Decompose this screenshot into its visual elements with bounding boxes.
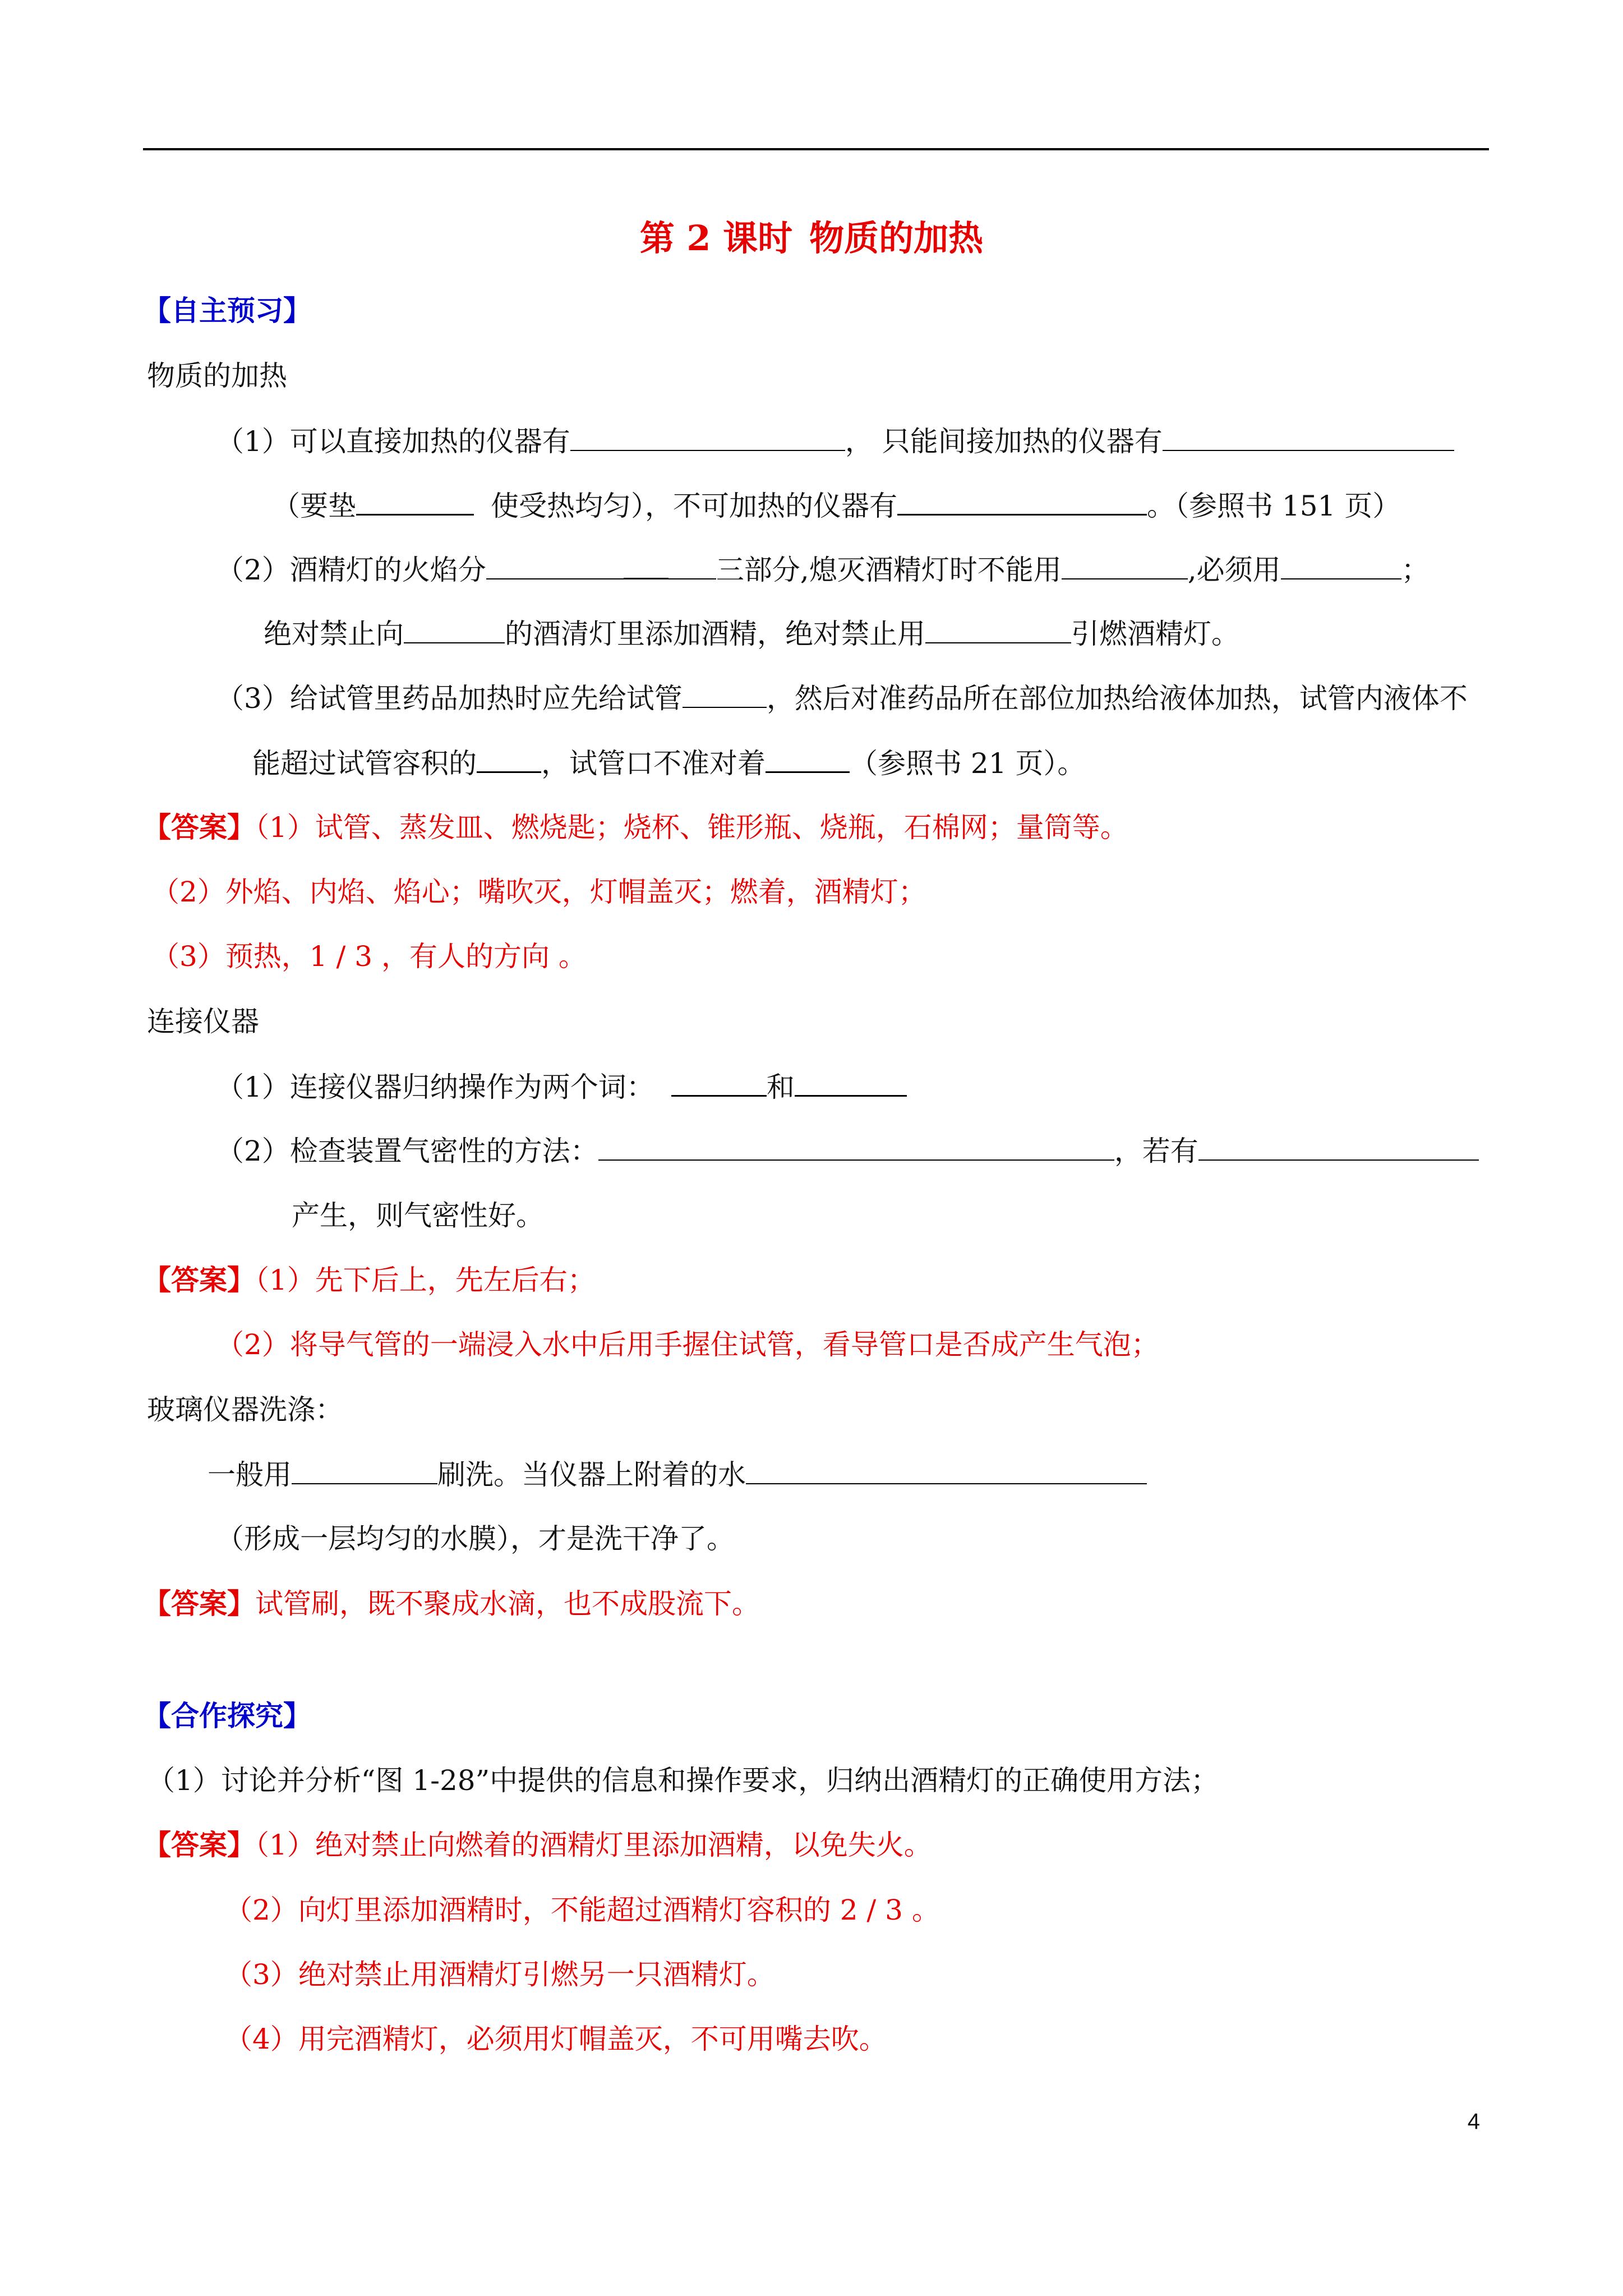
connect-question-2-line-1: （2）检查装置气密性的方法： ，若有	[216, 1133, 1479, 1169]
section-heading-explore: 【合作探究】	[143, 1699, 311, 1732]
answer-wash: 【答案】试管刷，既不聚成水滴，也不成股流下。	[143, 1587, 760, 1620]
answer-explore-4: （4）用完酒精灯，必须用灯帽盖灭，不可用嘴去吹。	[224, 2023, 887, 2055]
answer-blank[interactable]	[598, 1133, 1114, 1161]
page-number: 4	[1467, 2109, 1480, 2134]
header-rule	[143, 148, 1489, 150]
question-1-line-2: （要垫 使受热均匀），不可加热的仪器有 。（参照书 151 页）	[272, 487, 1400, 524]
answer-explore-1: 【答案】（1）绝对禁止向燃着的酒精灯里添加酒精，以免失火。	[143, 1828, 932, 1861]
answer-blank[interactable]	[897, 487, 1147, 516]
subheading-wash: 玻璃仪器洗涤：	[147, 1393, 343, 1426]
question-1-line-1: （1）可以直接加热的仪器有 ， 只能间接加热的仪器有	[216, 423, 1454, 459]
answer-explore-3: （3）绝对禁止用酒精灯引燃另一只酒精灯。	[224, 1958, 775, 1991]
wash-line-1: 一般用 刷洗。当仪器上附着的水	[208, 1456, 1147, 1493]
wash-line-2: （形成一层均匀的水膜），才是洗干净了。	[216, 1522, 735, 1555]
question-3-line-2: 能超过试管容积的 ，试管口不准对着 （参照书 21 页）。	[252, 744, 1085, 781]
explore-question-1: （1）讨论并分析“图 1-28”中提供的信息和操作要求，归纳出酒精灯的正确使用方法；	[147, 1764, 1219, 1797]
answer-heating-2: （2）外焰、内焰、焰心；嘴吹灭，灯帽盖灭；燃着，酒精灯；	[151, 876, 926, 908]
question-2-line-1: （2）酒精灯的火焰分 三部分,熄灭酒精灯时不能用 ,必须用 ；	[216, 551, 1430, 588]
answer-blank[interactable]	[683, 680, 767, 708]
answer-blank[interactable]	[570, 423, 845, 451]
answer-blank[interactable]	[671, 1068, 767, 1097]
answer-blank[interactable]	[356, 487, 474, 516]
answer-blank[interactable]	[746, 1456, 1147, 1484]
question-3-line-1: （3）给试管里药品加热时应先给试管 ，然后对准药品所在部位加热给液体加热，试管内液体不	[216, 680, 1468, 716]
section-heading-preview: 【自主预习】	[143, 294, 311, 327]
answer-blank[interactable]	[1163, 423, 1454, 451]
answer-blank[interactable]	[668, 551, 716, 579]
answer-blank[interactable]	[1062, 551, 1188, 579]
answer-blank[interactable]	[795, 1068, 907, 1097]
answer-blank[interactable]	[477, 744, 541, 773]
connect-question-2-line-2: 产生，则气密性好。	[292, 1199, 544, 1232]
answer-connect-2: （2）将导气管的一端浸入水中后用手握住试管，看导管口是否成产生气泡；	[216, 1328, 1159, 1361]
page-title: 第 2 课时 物质的加热	[639, 218, 984, 259]
answer-blank[interactable]	[1198, 1133, 1479, 1161]
question-2-line-2: 绝对禁止向 的酒清灯里添加酒精，绝对禁止用 引燃酒精灯。	[264, 615, 1239, 652]
answer-blank[interactable]	[624, 551, 668, 579]
connect-question-1: （1）连接仪器归纳操作为两个词： 和	[216, 1068, 907, 1105]
answer-blank[interactable]	[292, 1456, 437, 1484]
answer-explore-2: （2）向灯里添加酒精时，不能超过酒精灯容积的 2 / 3 。	[224, 1894, 940, 1926]
answer-blank[interactable]	[404, 615, 505, 643]
answer-heating-1: 【答案】（1）试管、蒸发皿、燃烧匙；烧杯、锥形瓶、烧瓶，石棉网；量筒等。	[143, 811, 1128, 844]
answer-blank[interactable]	[486, 551, 624, 579]
answer-blank[interactable]	[766, 744, 850, 773]
answer-blank[interactable]	[925, 615, 1071, 643]
answer-connect-1: 【答案】（1）先下后上，先左后右；	[143, 1263, 596, 1296]
answer-heating-3: （3）预热，1 / 3 ，有人的方向 。	[151, 940, 587, 973]
answer-blank[interactable]	[1281, 551, 1401, 579]
subheading-connect: 连接仪器	[147, 1005, 259, 1038]
subheading-heating: 物质的加热	[147, 360, 287, 392]
